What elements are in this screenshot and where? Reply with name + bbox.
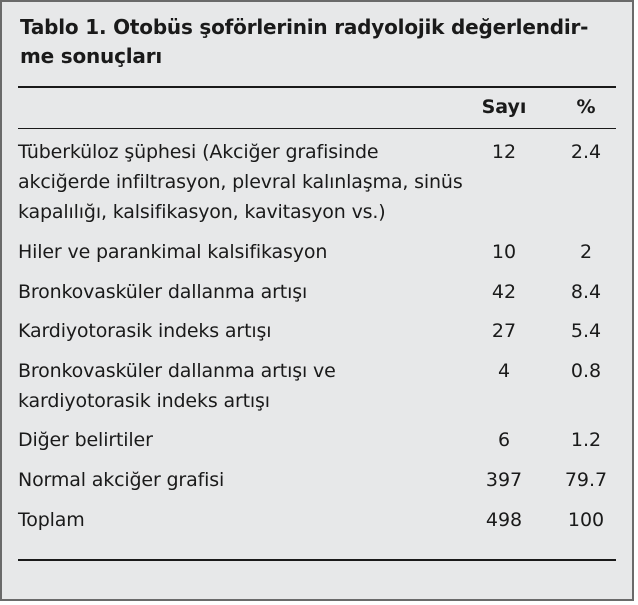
row-percent: 100 — [567, 509, 605, 531]
row-percent: 0.8 — [570, 360, 602, 382]
row-label — [18, 356, 466, 416]
row-label-line: Bronkovasküler dallanma artışı — [18, 281, 308, 303]
bottom-divider — [18, 559, 616, 561]
row-label — [18, 137, 466, 227]
row-count: 42 — [491, 281, 517, 303]
row-label — [18, 425, 466, 455]
table-row — [18, 137, 628, 227]
header-divider — [18, 128, 616, 129]
row-label-line: akciğerde infiltrasyon, plevral kalınlaşma, sinüs — [18, 171, 463, 193]
row-percent: 5.4 — [570, 320, 602, 342]
table-row — [18, 465, 628, 495]
table-title-line-2: me sonuçları — [20, 44, 163, 68]
row-percent: 2 — [579, 241, 593, 263]
row-label-line: Bronkovasküler dallanma artışı ve — [18, 360, 336, 382]
row-label-line: Toplam — [18, 509, 85, 531]
row-label-line: kapalılığı, kalsifikasyon, kavitasyon vs.) — [18, 201, 386, 223]
table-row — [18, 277, 628, 307]
row-label — [18, 316, 466, 346]
row-label — [18, 465, 466, 495]
table-row — [18, 425, 628, 455]
row-label — [18, 505, 466, 535]
row-label-line: kardiyotorasik indeks artışı — [18, 390, 270, 412]
row-label — [18, 277, 466, 307]
row-label-line: Tüberküloz şüphesi (Akciğer grafisinde — [18, 141, 379, 163]
row-label-line: Normal akciğer grafisi — [18, 469, 225, 491]
row-label-line: Hiler ve parankimal kalsifikasyon — [18, 241, 328, 263]
row-label-line: Diğer belirtiler — [18, 429, 153, 451]
row-count: 4 — [497, 360, 511, 382]
row-label-line: Kardiyotorasik indeks artışı — [18, 320, 272, 342]
row-count: 498 — [485, 509, 523, 531]
table-row — [18, 356, 628, 416]
row-count: 12 — [491, 141, 517, 163]
row-percent: 1.2 — [570, 429, 602, 451]
row-percent: 79.7 — [564, 469, 608, 491]
table-body — [18, 137, 628, 535]
table-title — [20, 13, 620, 71]
table-row — [18, 505, 628, 535]
column-header-percent: % — [576, 96, 596, 118]
title-divider — [18, 86, 616, 88]
row-label — [18, 237, 466, 267]
table-row — [18, 237, 628, 267]
row-count: 397 — [485, 469, 523, 491]
row-percent: 8.4 — [570, 281, 602, 303]
row-count: 10 — [491, 241, 517, 263]
column-header-count: Sayı — [481, 96, 527, 118]
table-title-line-1: Tablo 1. Otobüs şoförlerinin radyolojik değerlendir- — [20, 15, 589, 39]
row-count: 27 — [491, 320, 517, 342]
table-row — [18, 316, 628, 346]
row-count: 6 — [497, 429, 511, 451]
row-percent: 2.4 — [570, 141, 602, 163]
